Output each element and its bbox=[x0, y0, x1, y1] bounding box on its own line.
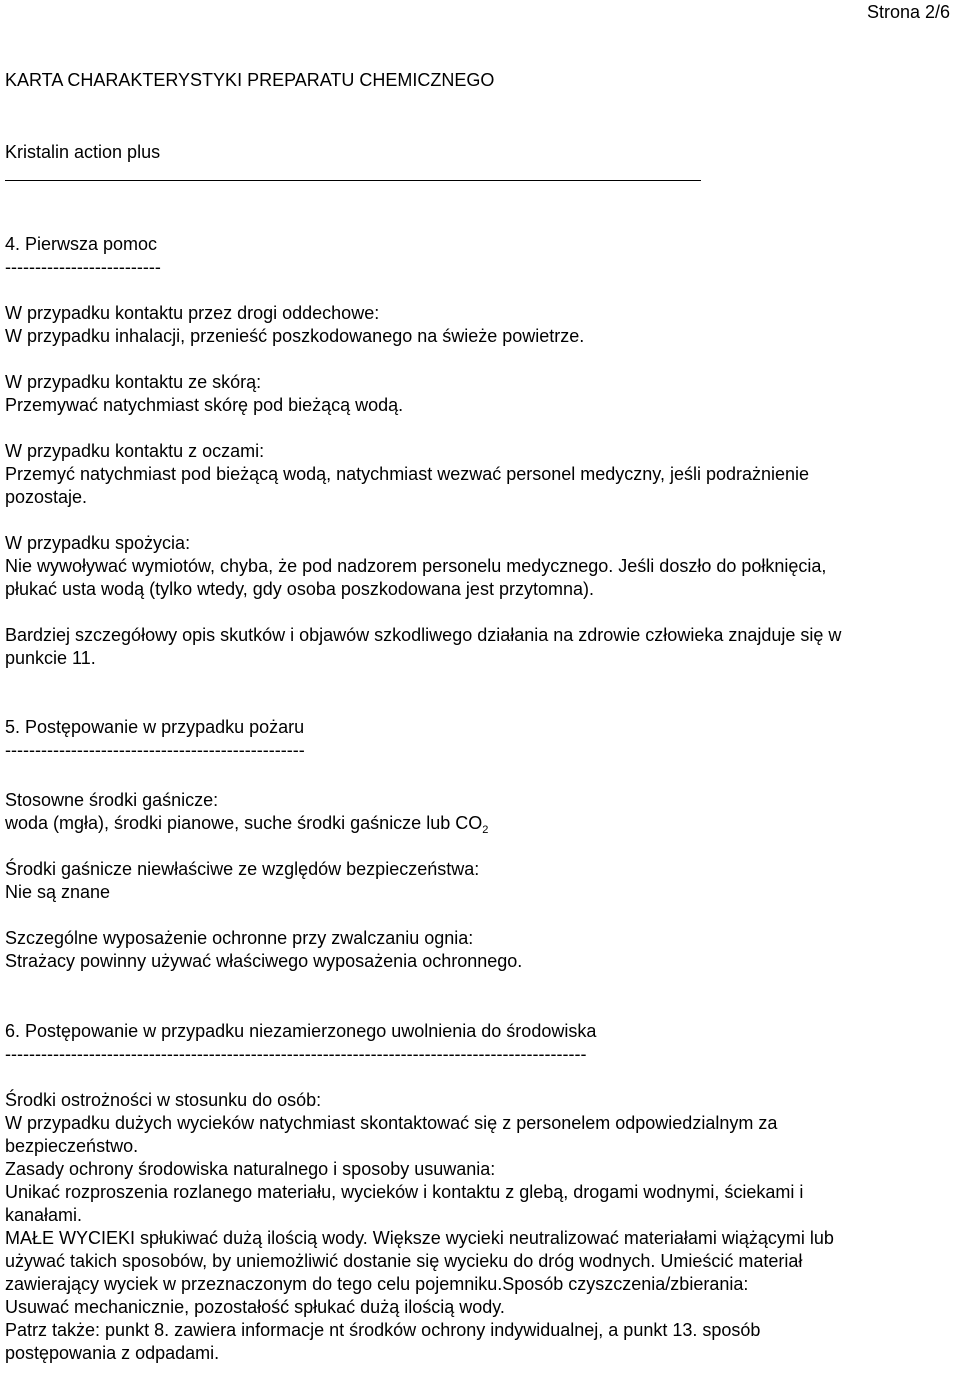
co2-subscript: 2 bbox=[482, 824, 489, 836]
section-6-line: Usuwać mechanicznie, pozostałość spłukać dużą ilością wody. bbox=[5, 1297, 505, 1317]
section-6-heading: 6. Postępowanie w przypadku niezamierzonego uwolnienia do środowiska bbox=[5, 1021, 597, 1041]
section-4-heading: 4. Pierwsza pomoc bbox=[5, 234, 158, 254]
unsuitable-media-text: Nie są znane bbox=[5, 882, 111, 902]
inhalation-label: W przypadku kontaktu przez drogi oddechowe: bbox=[5, 303, 380, 323]
section-6-underline: ------------------------------------------------------------------------------------------------- bbox=[5, 1044, 587, 1064]
section-5-heading: 5. Postępowanie w przypadku pożaru bbox=[5, 717, 305, 737]
protective-equipment-label: Szczególne wyposażenie ochronne przy zwalczaniu ognia: bbox=[5, 928, 474, 948]
section-6-line: MAŁE WYCIEKI spłukiwać dużą ilością wody. Większe wycieki neutralizować materiałami wiążącymi lub bbox=[5, 1228, 834, 1248]
section-6-line: Unikać rozproszenia rozlanego materiału, wycieków i kontaktu z glebą, drogami wodnymi, ściekami i bbox=[5, 1182, 804, 1202]
section-6-line: kanałami. bbox=[5, 1205, 83, 1225]
extinguishing-media-value: woda (mgła), środki pianowe, suche środki gaśnicze lub CO bbox=[5, 813, 483, 833]
ingestion-text-line-2: płukać usta wodą (tylko wtedy, gdy osoba poszkodowana jest przytomna). bbox=[5, 579, 594, 599]
page-number: Strona 2/6 bbox=[866, 2, 950, 22]
skin-label: W przypadku kontaktu ze skórą: bbox=[5, 372, 262, 392]
ingestion-label: W przypadku spożycia: bbox=[5, 533, 191, 553]
protective-equipment-text: Strażacy powinny używać właściwego wyposażenia ochronnego. bbox=[5, 951, 523, 971]
section-6-line: W przypadku dużych wycieków natychmiast skontaktować się z personelem odpowiedzialnym za bbox=[5, 1113, 778, 1133]
extinguishing-media-text bbox=[5, 812, 488, 835]
detail-note-line-1: Bardziej szczegółowy opis skutków i objawów szkodliwego działania na zdrowie człowieka znajduje się w bbox=[5, 625, 842, 645]
skin-text: Przemywać natychmiast skórę pod bieżącą wodą. bbox=[5, 395, 404, 415]
ingestion-text-line-1: Nie wywoływać wymiotów, chyba, że pod nadzorem personelu medycznego. Jeśli doszło do połknięcia, bbox=[5, 556, 827, 576]
section-5-underline: -------------------------------------------------- bbox=[5, 740, 305, 760]
detail-note-line-2: punkcie 11. bbox=[5, 648, 96, 668]
extinguishing-media-label: Stosowne środki gaśnicze: bbox=[5, 790, 219, 810]
unsuitable-media-label: Środki gaśnicze niewłaściwe ze względów bezpieczeństwa: bbox=[5, 859, 480, 879]
document-title: KARTA CHARAKTERYSTYKI PREPARATU CHEMICZNEGO bbox=[5, 70, 495, 90]
section-6-line: bezpieczeństwo. bbox=[5, 1136, 139, 1156]
product-name: Kristalin action plus bbox=[5, 142, 161, 162]
eye-text-line-2: pozostaje. bbox=[5, 487, 88, 507]
section-6-line: Środki ostrożności w stosunku do osób: bbox=[5, 1090, 322, 1110]
inhalation-text: W przypadku inhalacji, przenieść poszkodowanego na świeże powietrze. bbox=[5, 326, 585, 346]
section-4-underline: -------------------------- bbox=[5, 257, 161, 277]
eye-label: W przypadku kontaktu z oczami: bbox=[5, 441, 265, 461]
section-6-line: postępowania z odpadami. bbox=[5, 1343, 220, 1363]
section-6-line: zawierający wyciek w przeznaczonym do tego celu pojemniku.Sposób czyszczenia/zbierania: bbox=[5, 1274, 749, 1294]
eye-text-line-1: Przemyć natychmiast pod bieżącą wodą, natychmiast wezwać personel medyczny, jeśli podrażnienie bbox=[5, 464, 810, 484]
section-6-line: Patrz także: punkt 8. zawiera informacje nt środków ochrony indywidualnej, a punkt 13. sposób bbox=[5, 1320, 761, 1340]
section-6-line: Zasady ochrony środowiska naturalnego i sposoby usuwania: bbox=[5, 1159, 496, 1179]
header-divider bbox=[5, 180, 701, 181]
section-6-line: używać takich sposobów, by uniemożliwić dostanie się wycieku do dróg wodnych. Umieścić materiał bbox=[5, 1251, 803, 1271]
